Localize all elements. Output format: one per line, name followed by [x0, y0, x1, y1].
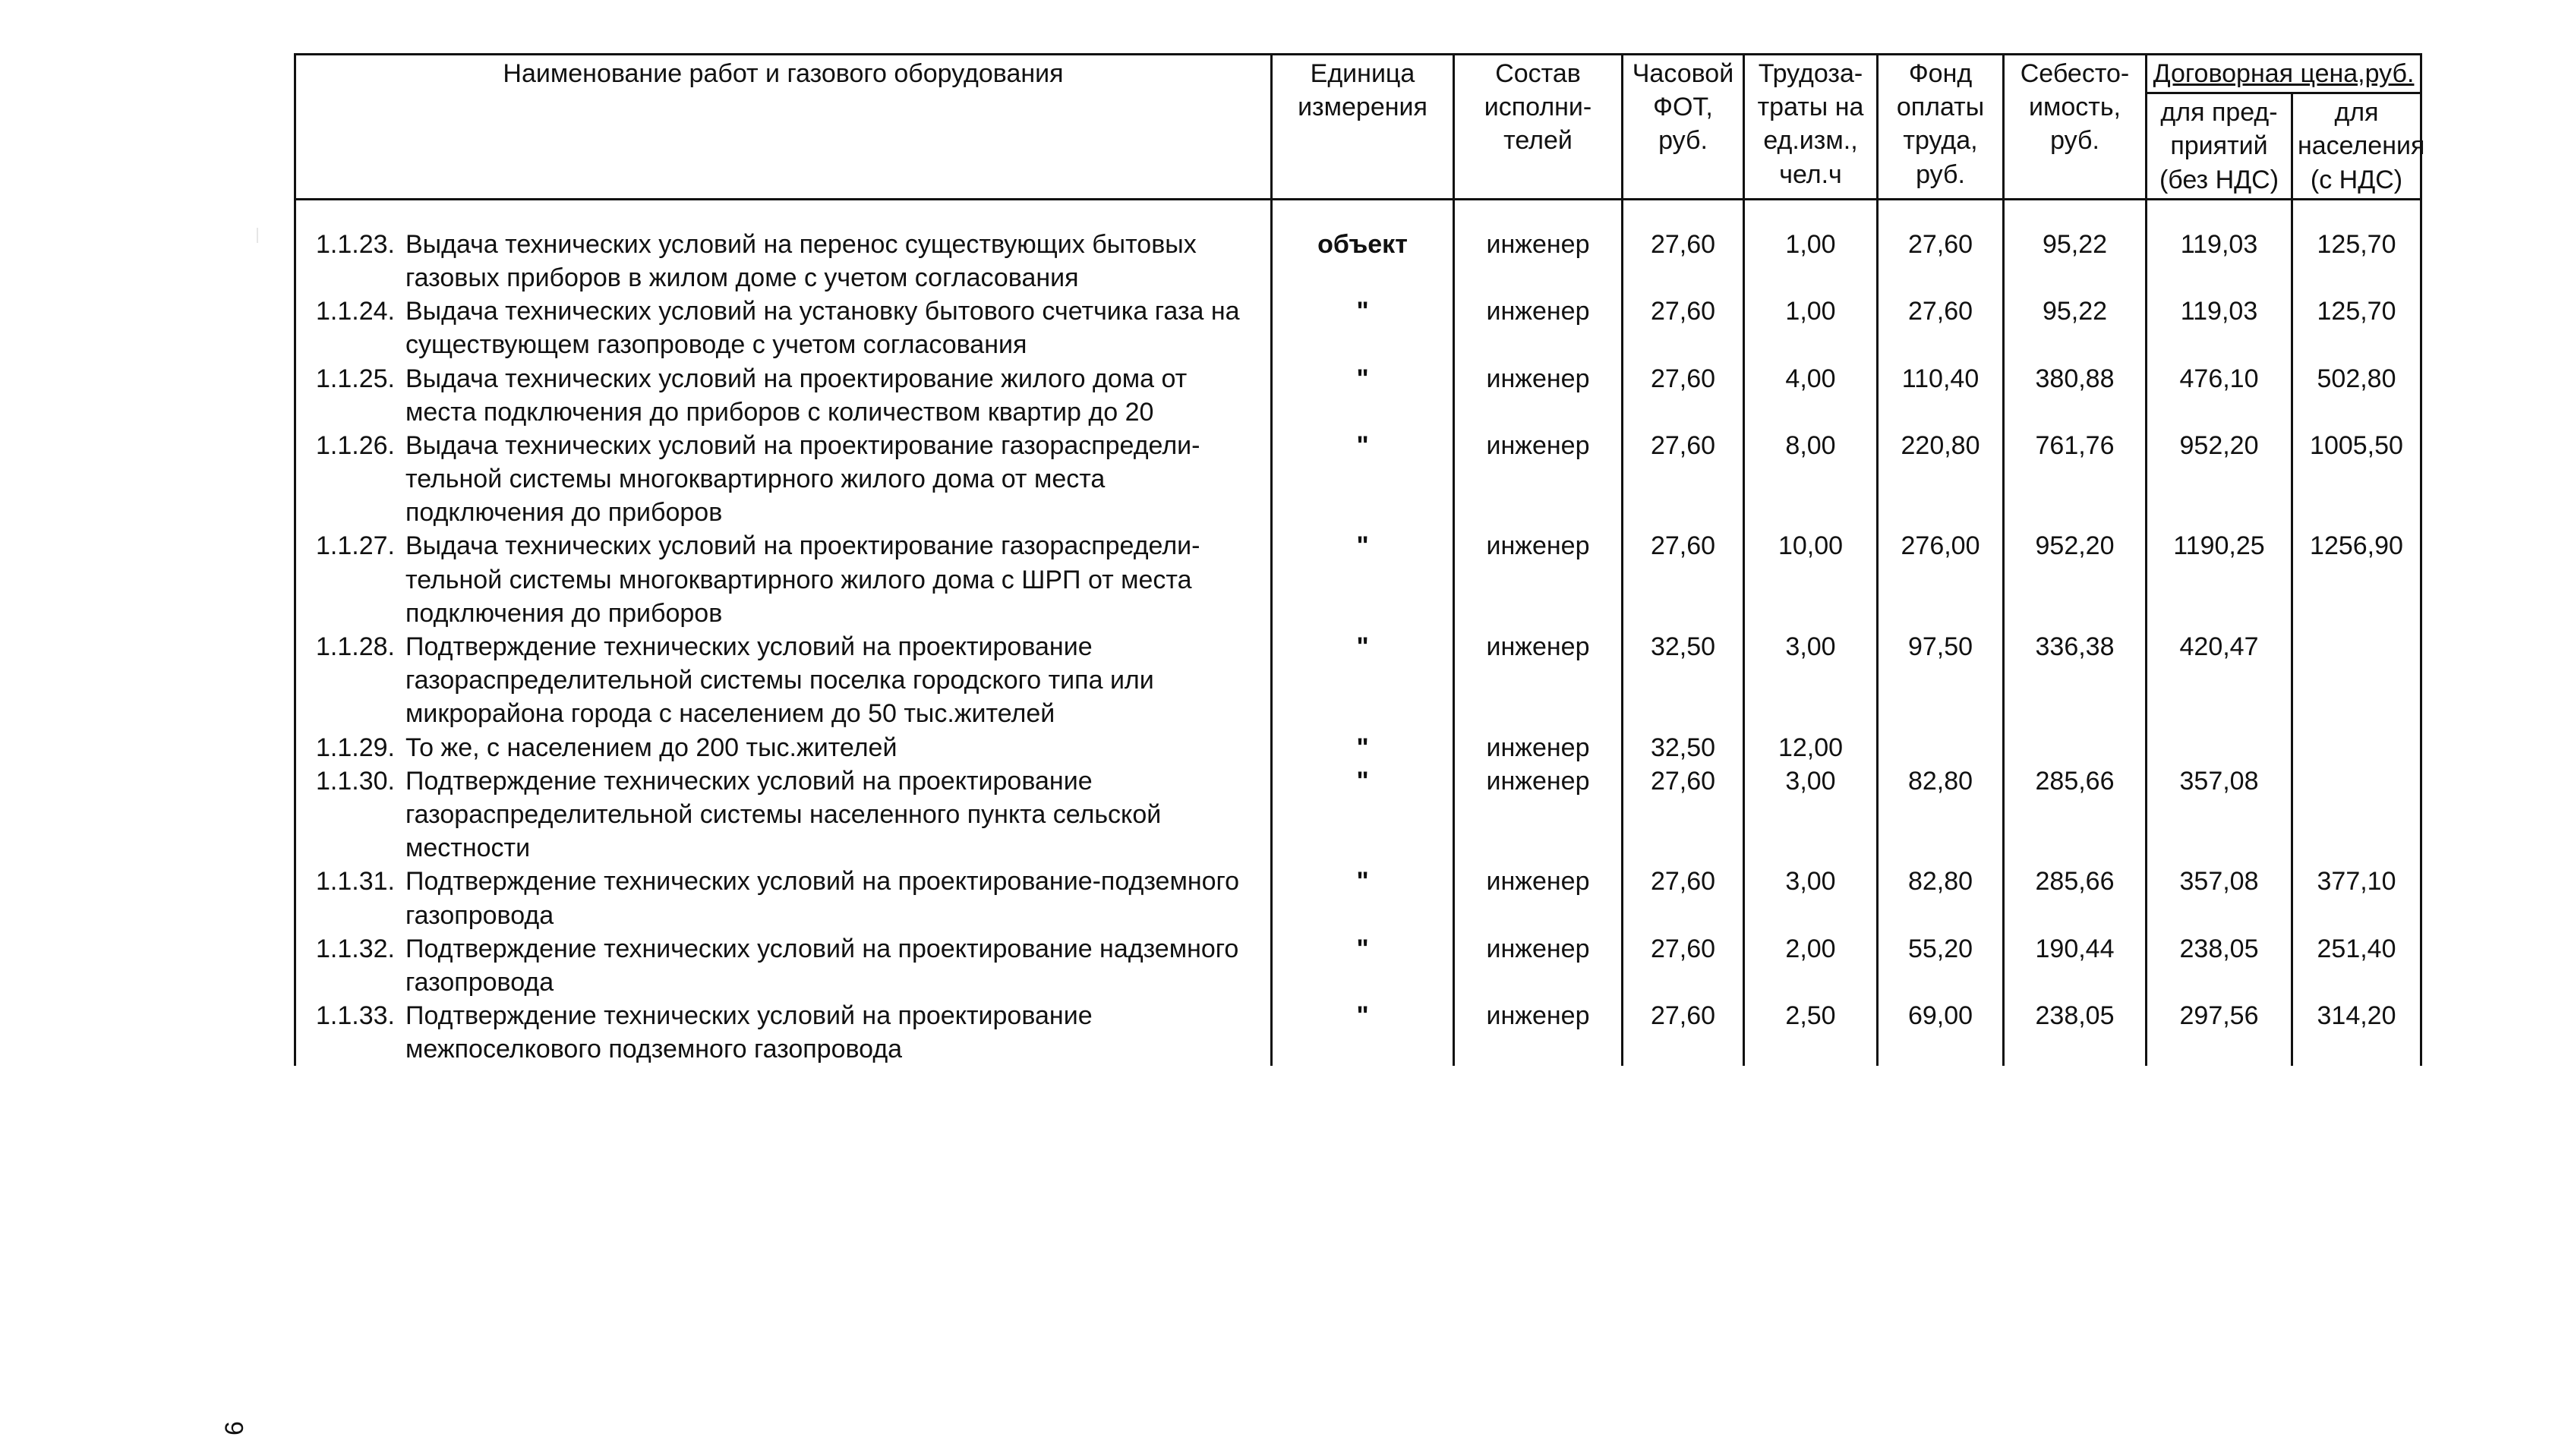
spacer-row	[295, 199, 2421, 228]
cell-cost: 190,44	[2004, 932, 2147, 999]
cell-labor: 3,00	[1744, 764, 1878, 865]
cell-price-business: 119,03	[2147, 295, 2292, 361]
table-row	[295, 529, 2421, 630]
cell-price-population: 502,80	[2292, 362, 2421, 429]
cell-price-population	[2292, 731, 2421, 764]
cell-wage-fund: 276,00	[1878, 529, 2004, 630]
item-description: То же, с населением до 200 тыс.жителей	[405, 733, 897, 762]
cell-staff: инженер	[1454, 295, 1623, 361]
cell-cost: 95,22	[2004, 295, 2147, 361]
cell-staff: инженер	[1454, 999, 1623, 1066]
cell-price-business: 476,10	[2147, 362, 2292, 429]
cell-labor: 10,00	[1744, 529, 1878, 630]
cell-name	[295, 731, 1272, 764]
cell-unit: "	[1272, 731, 1454, 764]
cell-staff: инженер	[1454, 362, 1623, 429]
item-number: 1.1.30.	[316, 766, 395, 796]
cell-name	[295, 362, 1272, 429]
cell-price-business: 952,20	[2147, 429, 2292, 530]
cell-price-population: 125,70	[2292, 295, 2421, 361]
header-wage-fund: Фонд оплаты труда, руб.	[1878, 55, 2004, 200]
cell-price-business: 238,05	[2147, 932, 2292, 999]
cell-wage-fund: 69,00	[1878, 999, 2004, 1066]
cell-unit: "	[1272, 999, 1454, 1066]
item-number: 1.1.26.	[316, 430, 395, 460]
item-description: Подтверждение технических условий на проектирование надземного газопровода	[405, 934, 1239, 997]
header-unit: Единица измерения	[1272, 55, 1454, 200]
item-number: 1.1.29.	[316, 733, 395, 762]
cell-cost: 380,88	[2004, 362, 2147, 429]
page-number: 6	[219, 1421, 249, 1436]
item-description: Подтверждение технических условий на проектирование-подземного газопровода	[405, 867, 1240, 930]
cell-cost: 95,22	[2004, 228, 2147, 295]
cell-staff: инженер	[1454, 764, 1623, 865]
cell-wage-fund: 27,60	[1878, 228, 2004, 295]
cell-name	[295, 630, 1272, 731]
cell-cost: 952,20	[2004, 529, 2147, 630]
cell-price-population: 125,70	[2292, 228, 2421, 295]
table-row	[295, 999, 2421, 1066]
item-description: Подтверждение технических условий на проектирование межпоселкового подземного газопровода	[405, 1001, 1093, 1064]
table-header	[295, 55, 2425, 200]
cell-name	[295, 865, 1272, 931]
cell-price-population	[2292, 630, 2421, 731]
table-row	[295, 731, 2421, 764]
cell-wage-fund	[1878, 731, 2004, 764]
cell-labor: 1,00	[1744, 295, 1878, 361]
cell-price-business: 357,08	[2147, 764, 2292, 865]
cell-unit: "	[1272, 429, 1454, 530]
item-description: Подтверждение технических условий на проектирование газораспределительной системы населенного пункта сельской местности	[405, 766, 1162, 863]
cell-labor: 2,00	[1744, 932, 1878, 999]
cell-staff: инженер	[1454, 630, 1623, 731]
cell-hourly-pay: 27,60	[1623, 429, 1744, 530]
table-row	[295, 932, 2421, 999]
cell-price-population: 314,20	[2292, 999, 2421, 1066]
table-body	[295, 199, 2421, 1066]
cell-name	[295, 228, 1272, 295]
item-description: Выдача технических условий на проектирование газораспредели-тельной системы многоквартирного жилого дома с ШРП от места подключения до приборов	[405, 531, 1200, 628]
header-labor: Трудоза-траты на ед.изм., чел.ч	[1744, 55, 1878, 200]
cell-labor: 3,00	[1744, 865, 1878, 931]
cell-price-business: 297,56	[2147, 999, 2292, 1066]
cell-hourly-pay: 27,60	[1623, 362, 1744, 429]
cell-price-business: 357,08	[2147, 865, 2292, 931]
header-price-business: для пред-приятий (без НДС)	[2147, 93, 2292, 200]
cell-labor: 3,00	[1744, 630, 1878, 731]
cell-hourly-pay: 27,60	[1623, 228, 1744, 295]
item-number: 1.1.23.	[316, 229, 395, 259]
cell-price-business	[2147, 731, 2292, 764]
cell-labor: 2,50	[1744, 999, 1878, 1066]
table-row	[295, 865, 2421, 931]
cell-labor: 12,00	[1744, 731, 1878, 764]
cell-hourly-pay: 27,60	[1623, 999, 1744, 1066]
cell-unit: "	[1272, 865, 1454, 931]
table-row	[295, 764, 2421, 865]
cell-unit: объект	[1272, 228, 1454, 295]
cell-cost	[2004, 731, 2147, 764]
cell-wage-fund: 82,80	[1878, 764, 2004, 865]
item-description: Выдача технических условий на перенос существующих бытовых газовых приборов в жилом доме с учетом согласования	[405, 229, 1197, 292]
cell-name	[295, 429, 1272, 530]
cell-wage-fund: 97,50	[1878, 630, 2004, 731]
item-description: Подтверждение технических условий на проектирование газораспределительной системы поселка городского типа или микрорайона города с населением до 50 тыс.жителей	[405, 632, 1154, 729]
cell-name	[295, 999, 1272, 1066]
cell-unit: "	[1272, 362, 1454, 429]
cell-price-population: 377,10	[2292, 865, 2421, 931]
cell-name	[295, 529, 1272, 630]
cell-cost: 336,38	[2004, 630, 2147, 731]
cell-hourly-pay: 27,60	[1623, 865, 1744, 931]
table-row	[295, 295, 2421, 361]
scan-mark	[257, 228, 258, 243]
cell-price-population: 1256,90	[2292, 529, 2421, 630]
cell-labor: 4,00	[1744, 362, 1878, 429]
cell-name	[295, 932, 1272, 999]
cell-hourly-pay: 27,60	[1623, 764, 1744, 865]
cell-unit: "	[1272, 630, 1454, 731]
cell-price-population: 1005,50	[2292, 429, 2421, 530]
item-number: 1.1.31.	[316, 867, 395, 897]
table-row	[295, 362, 2421, 429]
table-row	[295, 228, 2421, 295]
cell-price-business: 1190,25	[2147, 529, 2292, 630]
cell-hourly-pay: 27,60	[1623, 932, 1744, 999]
cell-labor: 1,00	[1744, 228, 1878, 295]
cell-cost: 285,66	[2004, 764, 2147, 865]
cell-staff: инженер	[1454, 932, 1623, 999]
cell-price-population: 251,40	[2292, 932, 2421, 999]
item-number: 1.1.24.	[316, 297, 395, 326]
cell-staff: инженер	[1454, 228, 1623, 295]
item-description: Выдача технических условий на проектирование газораспредели-тельной системы многоквартирного жилого дома от места подключения до приборов	[405, 430, 1200, 528]
cell-price-population	[2292, 764, 2421, 865]
item-number: 1.1.25.	[316, 364, 395, 393]
cell-wage-fund: 110,40	[1878, 362, 2004, 429]
cell-price-business: 420,47	[2147, 630, 2292, 731]
cell-wage-fund: 27,60	[1878, 295, 2004, 361]
table-row	[295, 429, 2421, 530]
cell-unit: "	[1272, 295, 1454, 361]
cell-staff: инженер	[1454, 429, 1623, 530]
cell-unit: "	[1272, 932, 1454, 999]
item-number: 1.1.27.	[316, 531, 395, 561]
header-hourly-pay: Часовой ФОТ, руб.	[1623, 55, 1744, 200]
header-cost: Себесто-имость, руб.	[2004, 55, 2147, 200]
cell-hourly-pay: 32,50	[1623, 630, 1744, 731]
cell-cost: 761,76	[2004, 429, 2147, 530]
cell-staff: инженер	[1454, 529, 1623, 630]
item-description: Выдача технических условий на установку бытового счетчика газа на существующем газопроводе с учетом согласования	[405, 297, 1240, 360]
cell-hourly-pay: 27,60	[1623, 295, 1744, 361]
item-number: 1.1.32.	[316, 934, 395, 963]
header-price-population: для населения (с НДС)	[2292, 93, 2421, 200]
item-number: 1.1.33.	[316, 1001, 395, 1031]
cell-unit: "	[1272, 764, 1454, 865]
cell-labor: 8,00	[1744, 429, 1878, 530]
cell-staff: инженер	[1454, 731, 1623, 764]
cell-hourly-pay: 32,50	[1623, 731, 1744, 764]
cell-unit: "	[1272, 529, 1454, 630]
header-price-group: Договорная цена,руб.	[2147, 55, 2421, 93]
item-number: 1.1.28.	[316, 632, 395, 661]
cell-hourly-pay: 27,60	[1623, 529, 1744, 630]
header-name: Наименование работ и газового оборудования	[295, 55, 1272, 200]
table-row	[295, 630, 2421, 731]
cell-wage-fund: 82,80	[1878, 865, 2004, 931]
cell-price-business: 119,03	[2147, 228, 2292, 295]
item-description: Выдача технических условий на проектирование жилого дома от места подключения до приборов с количеством квартир до 20	[405, 364, 1188, 427]
cell-name	[295, 295, 1272, 361]
cell-cost: 285,66	[2004, 865, 2147, 931]
cell-name	[295, 764, 1272, 865]
header-staff: Состав исполни-телей	[1454, 55, 1623, 200]
cell-wage-fund: 220,80	[1878, 429, 2004, 530]
cell-staff: инженер	[1454, 865, 1623, 931]
cell-wage-fund: 55,20	[1878, 932, 2004, 999]
price-table	[294, 53, 2425, 1066]
cell-cost: 238,05	[2004, 999, 2147, 1066]
